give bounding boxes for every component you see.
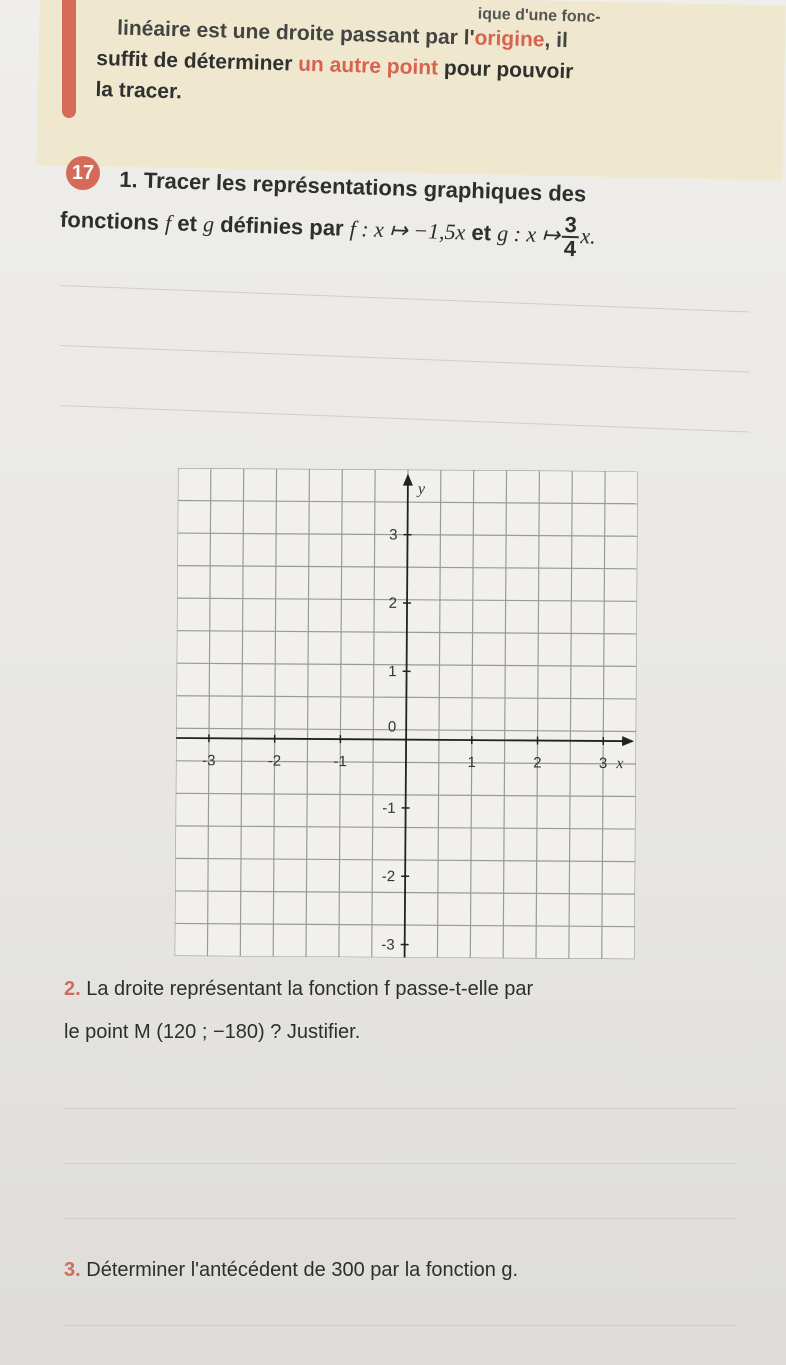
- x-tick-label: 2: [533, 754, 542, 772]
- x-tick-label: -3: [202, 752, 216, 770]
- q1-f-symbol: f: [164, 210, 172, 236]
- q1-g-definition-end: x.: [580, 223, 597, 249]
- fraction-numerator: 3: [562, 214, 579, 238]
- q1-text: Tracer les représentations graphiques des: [143, 167, 587, 207]
- tip-text: [95, 0, 758, 123]
- answer-line: [60, 345, 750, 372]
- tip-highlight-point: un autre point: [297, 52, 439, 80]
- q1-definies-par: définies par: [219, 211, 344, 241]
- origin-label: 0: [387, 718, 397, 736]
- q2-number: 2.: [64, 978, 81, 1000]
- q2-text-1: La droite représentant la fonction f passe-t-elle par: [86, 978, 534, 1000]
- x-tick-label: -2: [267, 752, 282, 770]
- exercise-number-badge: 17: [66, 156, 100, 190]
- y-tick-label: 1: [388, 663, 397, 681]
- q2-line-1: [64, 968, 764, 1011]
- q1-g-symbol: g: [202, 211, 215, 237]
- y-tick-label: -1: [382, 799, 396, 817]
- answer-line: [64, 1108, 736, 1109]
- tip-line-3: la tracer.: [95, 77, 183, 104]
- q1-number: 1.: [118, 166, 139, 193]
- y-tick-label: -3: [381, 936, 395, 954]
- q1-f-definition: f : x ↦ −1,5x: [349, 215, 466, 245]
- answer-line: [64, 1163, 736, 1164]
- tip-highlight-origin: origine: [474, 26, 545, 52]
- tip-accent-bar: [62, 0, 76, 118]
- q1-g-definition: g : x ↦: [496, 220, 561, 248]
- grid-svg[interactable]: [175, 468, 638, 959]
- answer-line: [60, 285, 750, 312]
- fraction-denominator: 4: [563, 235, 577, 262]
- q1-fraction: [561, 211, 579, 262]
- y-tick-label: 2: [388, 594, 398, 612]
- question-2: [64, 968, 764, 1054]
- tip-line-2: suffit de déterminer un autre point pour pouvoir: [96, 46, 574, 84]
- question-3: [64, 1255, 764, 1285]
- q2-line-2: le point M (120 ; −180) ? Justifier.: [64, 1021, 361, 1043]
- answer-line: [60, 405, 750, 432]
- y-tick-label: -2: [381, 868, 396, 886]
- answer-line: [64, 1218, 736, 1219]
- answer-line: [64, 1325, 736, 1326]
- q1-and: et: [176, 210, 198, 237]
- coordinate-grid[interactable]: [175, 468, 638, 959]
- x-tick-label: 3: [598, 754, 608, 773]
- x-axis-label: x: [616, 755, 624, 773]
- y-tick-label: 3: [389, 526, 398, 544]
- tip-line-0: ique d'une fonc-: [477, 5, 601, 27]
- q1-fonctions: fonctions: [59, 206, 160, 235]
- y-axis-label: y: [417, 480, 426, 498]
- x-tick-label: 1: [467, 754, 476, 772]
- tip-line-1: linéaire est une droite passant par l'origine, il: [116, 16, 569, 53]
- q3-text: Déterminer l'antécédent de 300 par la fonction g.: [86, 1259, 519, 1281]
- q3-number: 3.: [64, 1259, 81, 1281]
- x-tick-label: -1: [333, 753, 347, 771]
- q1-et: et: [471, 219, 492, 246]
